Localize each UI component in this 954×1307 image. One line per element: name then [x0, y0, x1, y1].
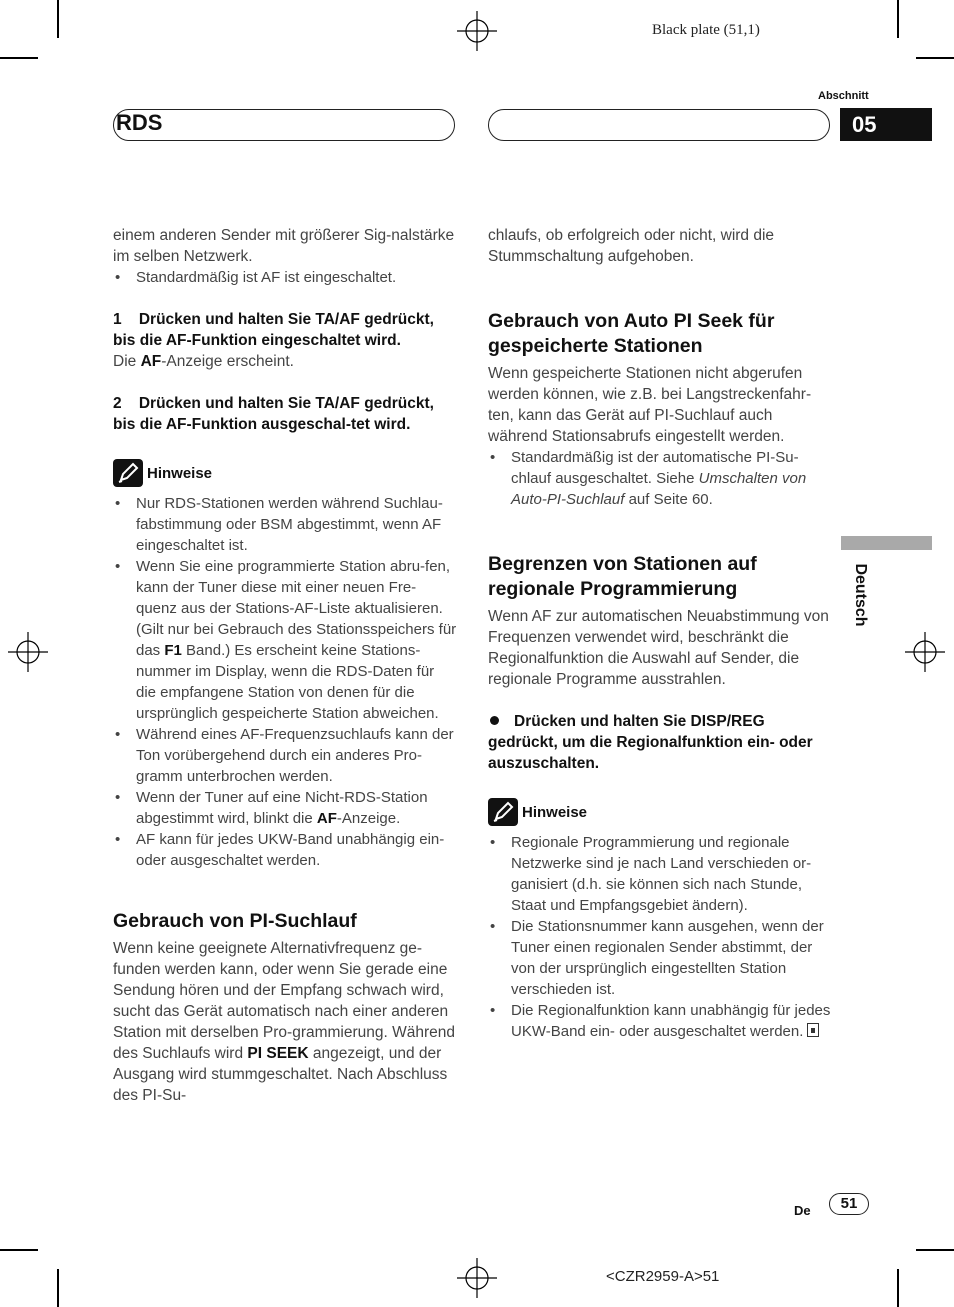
section-title-box — [113, 109, 455, 141]
note-item — [488, 1000, 832, 1042]
continued-text: chlaufs, ob erfolgreich oder nicht, wird die Stummschaltung aufgehoben. — [488, 227, 775, 265]
section-number-badge: 05 — [840, 108, 932, 141]
intro-text: einem anderen Sender mit größerer Sig-nalstärke im selben Netzwerk. — [113, 227, 455, 265]
note-text: Die Regionalfunktion kann unabhängig für jedes UKW-Band ein- oder ausgeschaltet werden. — [511, 1002, 831, 1040]
note-text: Band.) Es erscheint keine Stations-nummer im Display, wenn die RDS-Daten für die empfangene Station von denen für die ursprünglich gespeicherte Station abweichen. — [136, 642, 439, 722]
crop-mark — [916, 1249, 954, 1251]
note-item: • Regionale Programmierung und regionale Netzwerke sind je nach Land verschieden or-ganisiert (d.h. sie können sich nach Stunde, Staat und Empfangsgebiet ändern). — [488, 832, 832, 916]
step-1-result-pre: Die — [113, 353, 141, 370]
end-mark-icon — [807, 1023, 819, 1037]
note-text: Wenn der Tuner auf eine Nicht-RDS-Station abgestimmt wird, blinkt die — [136, 789, 428, 827]
step-2-number: 2 — [113, 395, 122, 412]
right-column — [488, 225, 832, 1042]
step-1 — [113, 309, 457, 351]
notes-list — [488, 832, 832, 1042]
registration-mark-icon — [457, 1258, 497, 1298]
step-1-number: 1 — [113, 311, 122, 328]
crop-mark — [57, 0, 59, 38]
bullet-text: Standardmäßig ist der automatische PI-Su-chlauf ausgeschaltet. Siehe — [511, 449, 799, 487]
note-item: • AF kann für jedes UKW-Band unabhängig ein- oder ausgeschaltet werden. — [113, 829, 457, 871]
language-tab-bar — [841, 536, 932, 550]
bullet-text: auf Seite 60. — [624, 491, 713, 508]
crop-mark — [0, 1249, 38, 1251]
step-1-text: Drücken und halten Sie TA/AF gedrückt, bis die AF-Funktion eingeschaltet wird. — [113, 311, 434, 349]
registration-mark-icon — [8, 632, 48, 672]
note-text: Wenn Sie eine programmierte Station abru-fen, kann der Tuner diese mit einer neuen Fre-quenz aus der Stations-AF-Liste aktualisieren. (Gilt nur bei Gebrauch des Stationsspeichers für das — [136, 558, 457, 659]
pi-text-post: angezeigt, und der Ausgang wird stummgeschaltet. Nach Abschluss des PI-Su- — [113, 1045, 448, 1104]
pencil-note-icon — [113, 459, 143, 487]
note-item: • Die Stationsnummer kann ausgehen, wenn der Tuner einen regionalen Sender abstimmt, der von der ursprünglich eingestellten Station verschieden ist. — [488, 916, 832, 1000]
pi-heading: Gebrauch von PI-Suchlauf — [113, 910, 357, 932]
note-item: • Nur RDS-Stationen werden während Suchlau-fabstimmung oder BSM abgestimmt, wenn AF eingeschaltet ist. — [113, 493, 457, 556]
regional-text: Wenn AF zur automatischen Neuabstimmung von Frequenzen verwendet wird, beschränkt die Regionalfunktion die Auswahl auf Sender, die regionale Programme ausstrahlen. — [488, 608, 829, 688]
header-blank-box — [488, 109, 830, 141]
notes-header — [488, 798, 832, 826]
notes-header — [113, 459, 457, 487]
step-1-result-post: -Anzeige erscheint. — [161, 353, 294, 370]
note-item — [113, 556, 457, 724]
note-bold: AF — [316, 810, 337, 827]
cross-reference: Umschalten von Auto-PI-Suchlauf — [511, 470, 807, 508]
intro-bullet: • Standardmäßig ist AF ist eingeschaltet. — [113, 267, 457, 288]
section-title: RDS — [116, 110, 163, 135]
crop-mark — [897, 0, 899, 38]
left-column — [113, 225, 457, 1106]
step-2-text: Drücken und halten Sie TA/AF gedrückt, bis die AF-Funktion ausgeschal-tet wird. — [113, 395, 434, 433]
footer-lang-code: De — [794, 1203, 811, 1218]
registration-mark-icon — [457, 11, 497, 51]
crop-mark — [0, 57, 38, 59]
auto-pi-bullet — [488, 447, 832, 510]
pencil-note-icon — [488, 798, 518, 826]
note-text: -Anzeige. — [336, 810, 401, 827]
doc-code: <CZR2959-A>51 — [606, 1268, 720, 1285]
crop-mark — [57, 1269, 59, 1307]
notes-title: Hinweise — [522, 803, 588, 821]
step-dot-icon — [490, 716, 499, 725]
crop-mark — [916, 57, 954, 59]
note-item: • Während eines AF-Frequenzsuchlaufs kann der Ton vorübergehend durch ein anderes Pro-gramm unterbrochen werden. — [113, 724, 457, 787]
step-2 — [113, 393, 457, 435]
pi-text — [113, 938, 457, 1106]
af-indicator-label: AF — [140, 353, 162, 370]
auto-pi-heading: Gebrauch von Auto PI Seek für gespeicherte Stationen — [488, 310, 775, 357]
language-tab-label: Deutsch — [852, 563, 869, 627]
auto-pi-text: Wenn gespeicherte Stationen nicht abgerufen werden können, wie z.B. bei Langstreckenfahr-ten, kann das Gerät auf PI-Suchlauf auch während Stationsabrufs eingestellt werden. — [488, 365, 812, 445]
notes-list — [113, 493, 457, 871]
crop-mark — [897, 1269, 899, 1307]
registration-mark-icon — [905, 632, 945, 672]
abschnitt-label: Abschnitt — [818, 90, 869, 102]
regional-step-text: Drücken und halten Sie DISP/REG gedrückt, um die Regionalfunktion ein- oder auszuschalten. — [488, 713, 813, 772]
pi-text-pre: Wenn keine geeignete Alternativfrequenz ge-funden werden kann, oder wenn Sie gerade eine Sendung hören und der Empfang schwach wird, sucht das Gerät automatisch nach einer anderen Station mit derselben Pro-grammierung. Während des Suchlaufs wird — [113, 940, 456, 1062]
pi-seek-label: PI SEEK — [247, 1045, 309, 1062]
page-number: 51 — [829, 1193, 869, 1215]
notes-title: Hinweise — [147, 464, 213, 482]
regional-heading: Begrenzen von Stationen auf regionale Programmierung — [488, 553, 757, 600]
note-bold: F1 — [164, 642, 182, 659]
step-1-result — [113, 351, 457, 372]
regional-step — [488, 711, 832, 774]
note-item — [113, 787, 457, 829]
plate-label: Black plate (51,1) — [652, 22, 760, 38]
